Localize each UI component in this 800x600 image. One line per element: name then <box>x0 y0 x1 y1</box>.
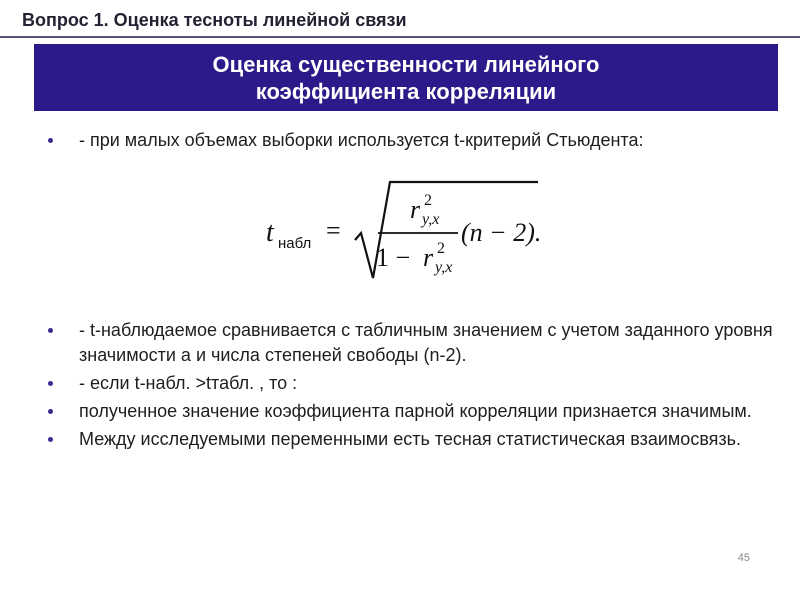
formula-t-subscript: набл <box>278 235 312 252</box>
bullet-item <box>48 427 778 452</box>
bullet-text: - t-наблюдаемое сравнивается с табличным значением с учетом заданного уровня значимости а и числа степеней свободы (n-2). <box>79 320 773 365</box>
bullet-dot-icon <box>48 328 53 333</box>
slide-title-line-1: Оценка существенности линейного <box>212 51 600 77</box>
bullet-item <box>48 371 778 396</box>
bullet-text: полученное значение коэффициента парной корреляции признается значимым. <box>79 401 752 421</box>
bullet-item <box>48 399 778 424</box>
page-header: Вопрос 1. Оценка тесноты линейной связи <box>22 10 407 30</box>
denominator-one-minus: 1 − <box>376 243 411 272</box>
formula-equals: = <box>326 216 341 245</box>
bullet-dot-icon <box>48 409 53 414</box>
bullet-text: Между исследуемыми переменными есть тесная статистическая взаимосвязь. <box>79 429 742 449</box>
bullet-list-top <box>48 128 778 153</box>
denominator-sub: y,x <box>435 259 453 276</box>
bullet-text: - если t-набл. >tтабл. , то : <box>79 373 298 393</box>
bullet-dot-icon <box>48 381 53 386</box>
header-divider <box>0 36 800 38</box>
formula-svg <box>262 178 562 288</box>
slide-title-line-2: коэффициента корреляции <box>255 78 557 104</box>
slide-title-box <box>34 44 778 111</box>
formula-factor: (n − 2). <box>461 218 542 247</box>
bullet-dot-icon <box>48 138 53 143</box>
bullet-item <box>48 318 778 368</box>
bullet-list-bottom <box>48 318 778 455</box>
bullet-item <box>48 128 778 153</box>
bullet-text: - при малых объемах выборки используется t-критерий Стьюдента: <box>79 130 644 150</box>
numerator-sup: 2 <box>424 192 432 209</box>
numerator-r: r <box>410 195 421 224</box>
denominator-r: r <box>423 243 434 272</box>
numerator-sub: y,x <box>422 211 440 228</box>
formula-t: t <box>266 217 274 248</box>
t-statistic-formula <box>262 178 562 288</box>
page-number: 45 <box>737 552 750 564</box>
denominator-sup: 2 <box>437 240 445 257</box>
bullet-dot-icon <box>48 437 53 442</box>
